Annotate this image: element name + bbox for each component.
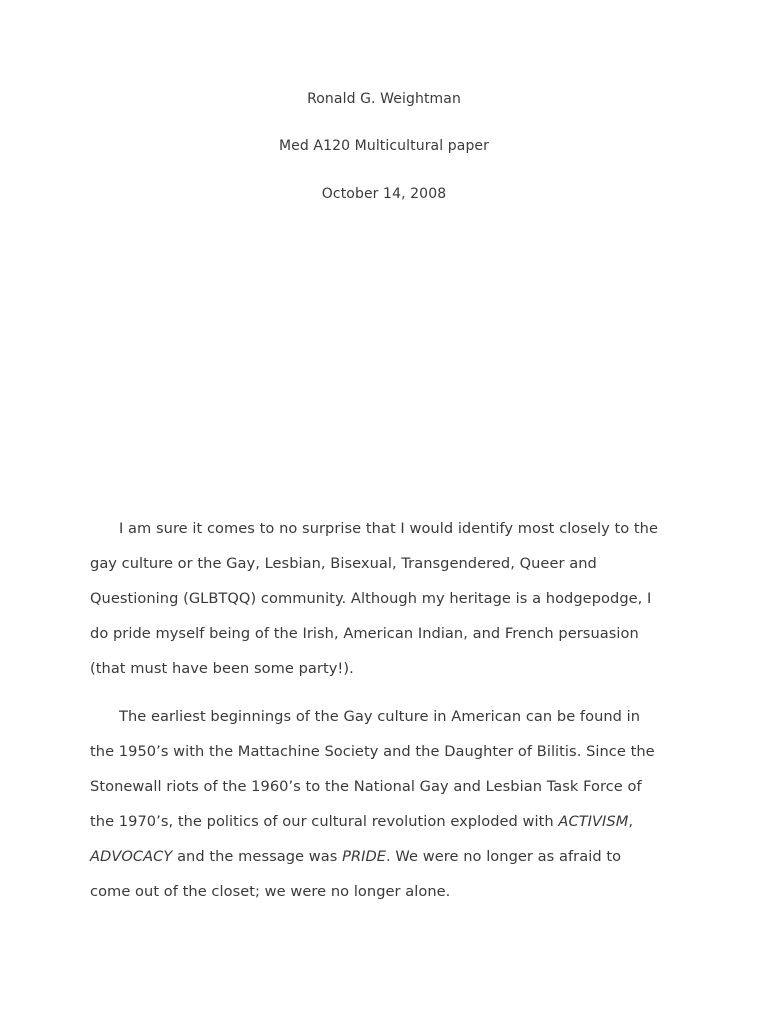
paragraph-2 bbox=[90, 699, 690, 909]
paragraph-line: do pride myself being of the Irish, American Indian, and French persuasion bbox=[90, 625, 639, 642]
paragraph-line: Stonewall riots of the 1960’s to the National Gay and Lesbian Task Force of bbox=[90, 778, 642, 795]
paragraph-line: come out of the closet; we were no longer alone. bbox=[90, 883, 451, 900]
paragraph-line bbox=[90, 839, 690, 874]
paragraph-line: gay culture or the Gay, Lesbian, Bisexual, Transgendered, Queer and bbox=[90, 555, 597, 572]
text-run: . We were no longer as afraid to bbox=[386, 848, 622, 865]
paragraph-1 bbox=[90, 511, 690, 686]
emphasis-advocacy: ADVOCACY bbox=[90, 848, 173, 865]
author-name: Ronald G. Weightman bbox=[307, 91, 461, 107]
paragraph-line: (that must have been some party!). bbox=[90, 660, 354, 677]
emphasis-activism: ACTIVISM bbox=[558, 813, 629, 830]
paper-date: October 14, 2008 bbox=[321, 186, 447, 202]
paragraph-line: the 1950’s with the Mattachine Society and the Daughter of Bilitis. Since the bbox=[90, 743, 655, 760]
emphasis-pride: PRIDE bbox=[342, 848, 387, 865]
paragraph-line bbox=[90, 804, 690, 839]
text-run: the 1970’s, the politics of our cultural revolution exploded with bbox=[90, 813, 559, 830]
course-title: Med A120 Multicultural paper bbox=[278, 138, 490, 154]
paragraph-line: The earliest beginnings of the Gay culture in American can be found in bbox=[119, 708, 641, 725]
text-run: , bbox=[628, 813, 634, 830]
paragraph-line: Questioning (GLBTQQ) community. Although my heritage is a hodgepodge, I bbox=[90, 590, 652, 607]
paragraph-line: I am sure it comes to no surprise that I would identify most closely to the bbox=[119, 520, 658, 537]
text-run: and the message was bbox=[172, 848, 343, 865]
